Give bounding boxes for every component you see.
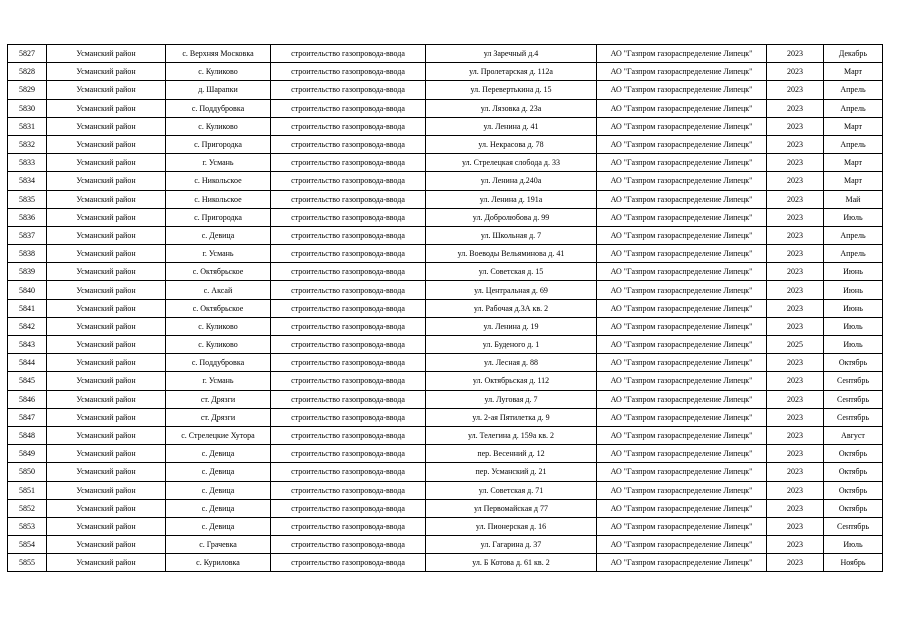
- row-number-cell: 5835: [8, 190, 47, 208]
- month-cell: Июль: [824, 336, 883, 354]
- settlement-cell: с. Октябрьское: [166, 263, 271, 281]
- year-cell: 2023: [767, 499, 824, 517]
- month-cell: Июнь: [824, 299, 883, 317]
- month-cell: Октябрь: [824, 499, 883, 517]
- year-cell: 2023: [767, 154, 824, 172]
- district-cell: Усманский район: [47, 426, 166, 444]
- work-type-cell: строительство газопровода-ввода: [271, 281, 426, 299]
- settlement-cell: г. Усмань: [166, 372, 271, 390]
- work-type-cell: строительство газопровода-ввода: [271, 245, 426, 263]
- row-number-cell: 5852: [8, 499, 47, 517]
- settlement-cell: с. Куликово: [166, 117, 271, 135]
- row-number-cell: 5843: [8, 336, 47, 354]
- gas-pipeline-register-table: [7, 44, 883, 572]
- row-number-cell: 5827: [8, 45, 47, 63]
- district-cell: Усманский район: [47, 263, 166, 281]
- table-body: [8, 45, 883, 572]
- year-cell: 2023: [767, 517, 824, 535]
- month-cell: Июнь: [824, 281, 883, 299]
- settlement-cell: ст. Дрязги: [166, 390, 271, 408]
- organization-cell: АО "Газпром газораспределение Липецк": [597, 117, 767, 135]
- row-number-cell: 5842: [8, 317, 47, 335]
- district-cell: Усманский район: [47, 226, 166, 244]
- month-cell: Декабрь: [824, 45, 883, 63]
- month-cell: Октябрь: [824, 354, 883, 372]
- settlement-cell: с. Пригородка: [166, 135, 271, 153]
- address-cell: ул. Лесная д. 88: [426, 354, 597, 372]
- work-type-cell: строительство газопровода-ввода: [271, 263, 426, 281]
- address-cell: ул Заречный д.4: [426, 45, 597, 63]
- settlement-cell: с. Верхняя Московка: [166, 45, 271, 63]
- table-row: [8, 172, 883, 190]
- month-cell: Сентябрь: [824, 372, 883, 390]
- district-cell: Усманский район: [47, 408, 166, 426]
- organization-cell: АО "Газпром газораспределение Липецк": [597, 154, 767, 172]
- row-number-cell: 5844: [8, 354, 47, 372]
- settlement-cell: с. Девица: [166, 517, 271, 535]
- organization-cell: АО "Газпром газораспределение Липецк": [597, 135, 767, 153]
- work-type-cell: строительство газопровода-ввода: [271, 99, 426, 117]
- work-type-cell: строительство газопровода-ввода: [271, 81, 426, 99]
- settlement-cell: с. Грачевка: [166, 536, 271, 554]
- row-number-cell: 5853: [8, 517, 47, 535]
- year-cell: 2023: [767, 299, 824, 317]
- organization-cell: АО "Газпром газораспределение Липецк": [597, 208, 767, 226]
- table-row: [8, 299, 883, 317]
- address-cell: ул. Стрелецкая слобода д. 33: [426, 154, 597, 172]
- settlement-cell: с. Аксай: [166, 281, 271, 299]
- organization-cell: АО "Газпром газораспределение Липецк": [597, 354, 767, 372]
- month-cell: Апрель: [824, 99, 883, 117]
- year-cell: 2023: [767, 208, 824, 226]
- settlement-cell: с. Девица: [166, 499, 271, 517]
- month-cell: Июль: [824, 317, 883, 335]
- district-cell: Усманский район: [47, 154, 166, 172]
- year-cell: 2023: [767, 245, 824, 263]
- organization-cell: АО "Газпром газораспределение Липецк": [597, 408, 767, 426]
- row-number-cell: 5840: [8, 281, 47, 299]
- settlement-cell: с. Октябрьское: [166, 299, 271, 317]
- work-type-cell: строительство газопровода-ввода: [271, 190, 426, 208]
- district-cell: Усманский район: [47, 336, 166, 354]
- organization-cell: АО "Газпром газораспределение Липецк": [597, 317, 767, 335]
- address-cell: ул. Ленина д. 19: [426, 317, 597, 335]
- table-row: [8, 117, 883, 135]
- row-number-cell: 5847: [8, 408, 47, 426]
- settlement-cell: д. Шарапки: [166, 81, 271, 99]
- row-number-cell: 5834: [8, 172, 47, 190]
- year-cell: 2023: [767, 554, 824, 572]
- table-row: [8, 336, 883, 354]
- month-cell: Сентябрь: [824, 408, 883, 426]
- district-cell: Усманский район: [47, 245, 166, 263]
- row-number-cell: 5850: [8, 463, 47, 481]
- table-row: [8, 190, 883, 208]
- organization-cell: АО "Газпром газораспределение Липецк": [597, 281, 767, 299]
- work-type-cell: строительство газопровода-ввода: [271, 481, 426, 499]
- address-cell: ул. Октябрьская д. 112: [426, 372, 597, 390]
- address-cell: ул. Перевертькина д. 15: [426, 81, 597, 99]
- work-type-cell: строительство газопровода-ввода: [271, 135, 426, 153]
- work-type-cell: строительство газопровода-ввода: [271, 172, 426, 190]
- work-type-cell: строительство газопровода-ввода: [271, 408, 426, 426]
- row-number-cell: 5846: [8, 390, 47, 408]
- month-cell: Октябрь: [824, 445, 883, 463]
- organization-cell: АО "Газпром газораспределение Липецк": [597, 372, 767, 390]
- work-type-cell: строительство газопровода-ввода: [271, 463, 426, 481]
- work-type-cell: строительство газопровода-ввода: [271, 536, 426, 554]
- table-row: [8, 517, 883, 535]
- address-cell: ул. Лязовка д. 23а: [426, 99, 597, 117]
- district-cell: Усманский район: [47, 208, 166, 226]
- row-number-cell: 5855: [8, 554, 47, 572]
- row-number-cell: 5841: [8, 299, 47, 317]
- row-number-cell: 5845: [8, 372, 47, 390]
- district-cell: Усманский район: [47, 81, 166, 99]
- month-cell: Май: [824, 190, 883, 208]
- year-cell: 2023: [767, 536, 824, 554]
- organization-cell: АО "Газпром газораспределение Липецк": [597, 172, 767, 190]
- month-cell: Октябрь: [824, 463, 883, 481]
- year-cell: 2023: [767, 226, 824, 244]
- table-row: [8, 390, 883, 408]
- work-type-cell: строительство газопровода-ввода: [271, 390, 426, 408]
- address-cell: ул. Воеводы Вельяминова д. 41: [426, 245, 597, 263]
- table-row: [8, 263, 883, 281]
- year-cell: 2023: [767, 426, 824, 444]
- row-number-cell: 5854: [8, 536, 47, 554]
- year-cell: 2023: [767, 190, 824, 208]
- settlement-cell: с. Девица: [166, 481, 271, 499]
- table-row: [8, 354, 883, 372]
- organization-cell: АО "Газпром газораспределение Липецк": [597, 226, 767, 244]
- row-number-cell: 5851: [8, 481, 47, 499]
- year-cell: 2023: [767, 372, 824, 390]
- work-type-cell: строительство газопровода-ввода: [271, 517, 426, 535]
- work-type-cell: строительство газопровода-ввода: [271, 554, 426, 572]
- table-row: [8, 281, 883, 299]
- organization-cell: АО "Газпром газораспределение Липецк": [597, 426, 767, 444]
- month-cell: Июль: [824, 536, 883, 554]
- district-cell: Усманский район: [47, 281, 166, 299]
- address-cell: ул. Ленина д.240а: [426, 172, 597, 190]
- year-cell: 2023: [767, 81, 824, 99]
- document-sheet: [7, 44, 882, 572]
- month-cell: Июль: [824, 208, 883, 226]
- district-cell: Усманский район: [47, 317, 166, 335]
- address-cell: ул. Ленина д. 41: [426, 117, 597, 135]
- district-cell: Усманский район: [47, 499, 166, 517]
- address-cell: ул. Пионерская д. 16: [426, 517, 597, 535]
- table-row: [8, 463, 883, 481]
- row-number-cell: 5849: [8, 445, 47, 463]
- address-cell: ул. Б Котова д. 61 кв. 2: [426, 554, 597, 572]
- month-cell: Март: [824, 172, 883, 190]
- organization-cell: АО "Газпром газораспределение Липецк": [597, 390, 767, 408]
- month-cell: Октябрь: [824, 481, 883, 499]
- district-cell: Усманский район: [47, 372, 166, 390]
- address-cell: пер. Усманский д. 21: [426, 463, 597, 481]
- table-row: [8, 499, 883, 517]
- table-row: [8, 426, 883, 444]
- settlement-cell: с. Девица: [166, 463, 271, 481]
- month-cell: Апрель: [824, 226, 883, 244]
- district-cell: Усманский район: [47, 390, 166, 408]
- year-cell: 2023: [767, 117, 824, 135]
- settlement-cell: с. Стрелецкие Хутора: [166, 426, 271, 444]
- work-type-cell: строительство газопровода-ввода: [271, 499, 426, 517]
- month-cell: Март: [824, 63, 883, 81]
- work-type-cell: строительство газопровода-ввода: [271, 445, 426, 463]
- district-cell: Усманский район: [47, 63, 166, 81]
- settlement-cell: с. Куликово: [166, 317, 271, 335]
- settlement-cell: с. Поддубровка: [166, 99, 271, 117]
- year-cell: 2023: [767, 445, 824, 463]
- work-type-cell: строительство газопровода-ввода: [271, 317, 426, 335]
- organization-cell: АО "Газпром газораспределение Липецк": [597, 536, 767, 554]
- organization-cell: АО "Газпром газораспределение Липецк": [597, 190, 767, 208]
- table-row: [8, 408, 883, 426]
- district-cell: Усманский район: [47, 45, 166, 63]
- work-type-cell: строительство газопровода-ввода: [271, 226, 426, 244]
- organization-cell: АО "Газпром газораспределение Липецк": [597, 463, 767, 481]
- year-cell: 2023: [767, 354, 824, 372]
- table-row: [8, 154, 883, 172]
- district-cell: Усманский район: [47, 190, 166, 208]
- settlement-cell: г. Усмань: [166, 154, 271, 172]
- address-cell: ул. Ленина д. 191а: [426, 190, 597, 208]
- address-cell: ул. Гагарина д. 37: [426, 536, 597, 554]
- district-cell: Усманский район: [47, 481, 166, 499]
- address-cell: ул. Добролюбова д. 99: [426, 208, 597, 226]
- organization-cell: АО "Газпром газораспределение Липецк": [597, 554, 767, 572]
- year-cell: 2023: [767, 99, 824, 117]
- row-number-cell: 5828: [8, 63, 47, 81]
- address-cell: ул. Советская д. 71: [426, 481, 597, 499]
- settlement-cell: г. Усмань: [166, 245, 271, 263]
- work-type-cell: строительство газопровода-ввода: [271, 299, 426, 317]
- row-number-cell: 5838: [8, 245, 47, 263]
- address-cell: ул. Пролетарская д. 112а: [426, 63, 597, 81]
- district-cell: Усманский район: [47, 354, 166, 372]
- organization-cell: АО "Газпром газораспределение Липецк": [597, 299, 767, 317]
- work-type-cell: строительство газопровода-ввода: [271, 154, 426, 172]
- district-cell: Усманский район: [47, 99, 166, 117]
- district-cell: Усманский район: [47, 117, 166, 135]
- district-cell: Усманский район: [47, 536, 166, 554]
- table-row: [8, 63, 883, 81]
- table-row: [8, 226, 883, 244]
- year-cell: 2023: [767, 463, 824, 481]
- settlement-cell: с. Куликово: [166, 336, 271, 354]
- row-number-cell: 5848: [8, 426, 47, 444]
- year-cell: 2023: [767, 45, 824, 63]
- table-row: [8, 481, 883, 499]
- organization-cell: АО "Газпром газораспределение Липецк": [597, 517, 767, 535]
- district-cell: Усманский район: [47, 445, 166, 463]
- month-cell: Апрель: [824, 245, 883, 263]
- organization-cell: АО "Газпром газораспределение Липецк": [597, 263, 767, 281]
- organization-cell: АО "Газпром газораспределение Липецк": [597, 336, 767, 354]
- row-number-cell: 5832: [8, 135, 47, 153]
- year-cell: 2023: [767, 408, 824, 426]
- row-number-cell: 5833: [8, 154, 47, 172]
- month-cell: Сентябрь: [824, 517, 883, 535]
- organization-cell: АО "Газпром газораспределение Липецк": [597, 99, 767, 117]
- table-row: [8, 554, 883, 572]
- month-cell: Август: [824, 426, 883, 444]
- table-row: [8, 445, 883, 463]
- organization-cell: АО "Газпром газораспределение Липецк": [597, 63, 767, 81]
- row-number-cell: 5836: [8, 208, 47, 226]
- district-cell: Усманский район: [47, 172, 166, 190]
- month-cell: Июнь: [824, 263, 883, 281]
- settlement-cell: с. Куриловка: [166, 554, 271, 572]
- work-type-cell: строительство газопровода-ввода: [271, 336, 426, 354]
- table-row: [8, 208, 883, 226]
- address-cell: ул. Советская д. 15: [426, 263, 597, 281]
- table-row: [8, 99, 883, 117]
- organization-cell: АО "Газпром газораспределение Липецк": [597, 45, 767, 63]
- month-cell: Март: [824, 117, 883, 135]
- work-type-cell: строительство газопровода-ввода: [271, 208, 426, 226]
- settlement-cell: с. Пригородка: [166, 208, 271, 226]
- work-type-cell: строительство газопровода-ввода: [271, 117, 426, 135]
- table-row: [8, 45, 883, 63]
- settlement-cell: с. Поддубровка: [166, 354, 271, 372]
- settlement-cell: с. Девица: [166, 226, 271, 244]
- row-number-cell: 5837: [8, 226, 47, 244]
- address-cell: ул. Школьная д. 7: [426, 226, 597, 244]
- settlement-cell: с. Никольское: [166, 172, 271, 190]
- year-cell: 2023: [767, 135, 824, 153]
- month-cell: Сентябрь: [824, 390, 883, 408]
- address-cell: ул. 2-ая Пятилетка д. 9: [426, 408, 597, 426]
- month-cell: Апрель: [824, 135, 883, 153]
- district-cell: Усманский район: [47, 463, 166, 481]
- settlement-cell: с. Куликово: [166, 63, 271, 81]
- address-cell: ул Первомайская д 77: [426, 499, 597, 517]
- address-cell: ул. Телегина д. 159а кв. 2: [426, 426, 597, 444]
- table-row: [8, 317, 883, 335]
- address-cell: ул. Некрасова д. 78: [426, 135, 597, 153]
- year-cell: 2025: [767, 336, 824, 354]
- work-type-cell: строительство газопровода-ввода: [271, 354, 426, 372]
- month-cell: Март: [824, 154, 883, 172]
- work-type-cell: строительство газопровода-ввода: [271, 45, 426, 63]
- address-cell: ул. Центральная д. 69: [426, 281, 597, 299]
- month-cell: Апрель: [824, 81, 883, 99]
- address-cell: ул. Буденого д. 1: [426, 336, 597, 354]
- address-cell: пер. Весенний д. 12: [426, 445, 597, 463]
- year-cell: 2023: [767, 481, 824, 499]
- table-row: [8, 135, 883, 153]
- table-row: [8, 245, 883, 263]
- table-row: [8, 536, 883, 554]
- year-cell: 2023: [767, 172, 824, 190]
- work-type-cell: строительство газопровода-ввода: [271, 372, 426, 390]
- year-cell: 2023: [767, 263, 824, 281]
- address-cell: ул. Рабочая д.3А кв. 2: [426, 299, 597, 317]
- row-number-cell: 5830: [8, 99, 47, 117]
- year-cell: 2023: [767, 317, 824, 335]
- organization-cell: АО "Газпром газораспределение Липецк": [597, 81, 767, 99]
- organization-cell: АО "Газпром газораспределение Липецк": [597, 445, 767, 463]
- year-cell: 2023: [767, 390, 824, 408]
- organization-cell: АО "Газпром газораспределение Липецк": [597, 245, 767, 263]
- row-number-cell: 5829: [8, 81, 47, 99]
- year-cell: 2023: [767, 281, 824, 299]
- settlement-cell: с. Девица: [166, 445, 271, 463]
- district-cell: Усманский район: [47, 517, 166, 535]
- table-row: [8, 81, 883, 99]
- district-cell: Усманский район: [47, 299, 166, 317]
- work-type-cell: строительство газопровода-ввода: [271, 426, 426, 444]
- row-number-cell: 5839: [8, 263, 47, 281]
- organization-cell: АО "Газпром газораспределение Липецк": [597, 499, 767, 517]
- work-type-cell: строительство газопровода-ввода: [271, 63, 426, 81]
- year-cell: 2023: [767, 63, 824, 81]
- month-cell: Ноябрь: [824, 554, 883, 572]
- district-cell: Усманский район: [47, 554, 166, 572]
- address-cell: ул. Луговая д. 7: [426, 390, 597, 408]
- settlement-cell: с. Никольское: [166, 190, 271, 208]
- district-cell: Усманский район: [47, 135, 166, 153]
- table-row: [8, 372, 883, 390]
- organization-cell: АО "Газпром газораспределение Липецк": [597, 481, 767, 499]
- settlement-cell: ст. Дрязги: [166, 408, 271, 426]
- row-number-cell: 5831: [8, 117, 47, 135]
